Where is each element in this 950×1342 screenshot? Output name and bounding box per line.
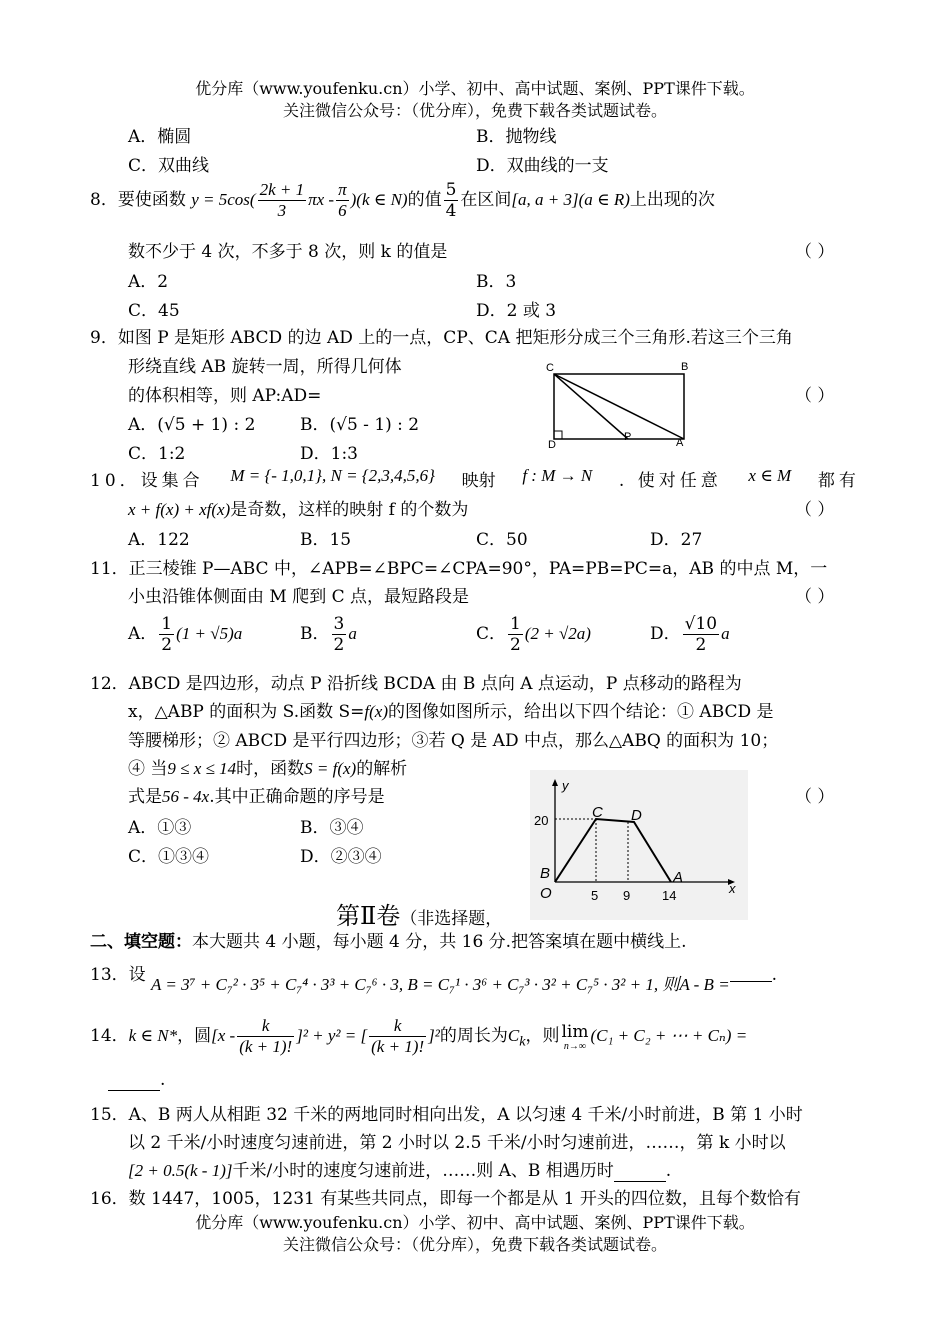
q11-d-tail: a: [721, 624, 730, 643]
question-12-line-1: 12．ABCD 是四边形，动点 P 沿折线 BCDA 由 B 点向 A 点运动，P 点移动的路程为: [90, 674, 742, 694]
q14-ck: C: [507, 1026, 520, 1045]
point-b-label: B: [540, 865, 551, 882]
label-p: P: [624, 431, 632, 443]
q9-answer-paren: （ ）: [795, 386, 835, 406]
q14-lim: lim: [561, 1021, 589, 1042]
q10-text-b: 映射: [461, 471, 496, 491]
q14-end: .: [160, 1070, 166, 1090]
q12-text-4b: 时，函数: [236, 759, 305, 779]
header-line-2: 关注微信公众号：（优分库），免费下载各类试题试卷。: [282, 101, 667, 120]
label-c: C: [546, 362, 554, 374]
q14-number: 14．: [90, 1026, 129, 1046]
q10-option-b: B．15: [300, 530, 352, 550]
q12-expression: 56 - 4x: [162, 787, 210, 806]
q8-number: 8．: [90, 190, 118, 210]
q11-option-d: [650, 614, 730, 655]
q11-c-den: 2: [510, 635, 521, 655]
q8-formula-mid: πx -: [308, 190, 335, 209]
q8-frac3-num: 5: [445, 180, 457, 200]
q10-text-d: 都有: [817, 471, 860, 491]
question-11-line-1: 11．正三棱锥 P—ABC 中，∠APB=∠BPC=∠CPA=90°，PA=PB=PC=a，AB 的中点 M，一: [90, 559, 828, 579]
x-tick-14: 14: [662, 888, 677, 903]
point-a-label: A: [673, 869, 684, 886]
q11-d-fraction: [683, 614, 719, 655]
q12-sfx: S = f(x): [304, 759, 357, 778]
q7-option-a: A．椭圆: [128, 127, 192, 147]
q8-frac2-den: 6: [338, 201, 347, 220]
question-12-line-3: 等腰梯形；② ABCD 是平行四边形；③若 Q 是 AD 中点，那么△ABQ 的面积为 10；: [128, 731, 779, 751]
q10-text-2: 是奇数，这样的映射 f 的个数为: [230, 500, 469, 520]
q7-option-b: B．抛物线: [476, 127, 557, 147]
q11-a-den: 2: [161, 635, 173, 655]
q12-option-d: D．②③④: [300, 847, 382, 867]
q11-c-fraction: [508, 614, 523, 655]
q11-b-num: 3: [333, 614, 345, 634]
q7-option-d: D．双曲线的一支: [476, 156, 609, 176]
q14-frac2-num: k: [369, 1016, 426, 1037]
point-c-label: C: [592, 804, 603, 821]
q12-text-5a: 式是: [128, 787, 162, 807]
part-2-heading: [336, 896, 502, 931]
q12-option-c: C．①③④: [128, 847, 210, 867]
q10-text-c: . 使对任意: [618, 471, 722, 491]
q14-text-2: 的周长为: [439, 1026, 508, 1046]
y-tick-20: 20: [534, 813, 549, 828]
q13-answer-blank[interactable]: [730, 981, 772, 982]
q12-text-2b: 的图像如图所示，给出以下四个结论：① ABCD 是: [388, 702, 774, 722]
question-9-line-2: 形绕直线 AB 旋转一周，所得几何体: [128, 357, 402, 377]
x-axis-label: x: [729, 881, 736, 896]
section-2-title: 二、填空题：: [90, 932, 192, 952]
q12-text-2a: x，△ABP 的面积为 S.函数 S=: [128, 702, 365, 722]
q15-text-3: 千米/小时的速度匀速前进，……则 A、B 相遇历时: [232, 1161, 614, 1181]
q10-text-a: 10．设集合: [90, 471, 204, 491]
q11-d-den: 2: [695, 635, 707, 655]
question-14-line-2: [108, 1070, 165, 1091]
section-2-heading: [90, 927, 687, 952]
q10-answer-paren: （ ）: [795, 500, 835, 520]
q14-frac2-den: (k + 1)!: [371, 1037, 425, 1056]
question-11-line-2: 小虫沿锥体侧面由 M 爬到 C 点，最短路段是: [128, 587, 470, 607]
q13-number: 13．设: [90, 965, 146, 985]
q8-fraction-2: [336, 180, 349, 221]
q11-option-b: [300, 614, 357, 655]
q11-d-num: √10: [684, 614, 718, 634]
q11-c-num: 1: [510, 614, 521, 634]
q14-circle-c: ]²: [428, 1026, 440, 1045]
question-12-line-4: [128, 754, 407, 779]
header-line-1: 优分库（www.youfenku.cn）小学、初中、高中试题、案例、PPT课件下载。: [195, 79, 755, 98]
q12-option-b: B．③④: [300, 818, 364, 838]
q12-answer-paren: （ ）: [795, 787, 835, 807]
segment-cp: [554, 374, 628, 439]
x-tick-9: 9: [623, 888, 631, 903]
q11-d-label: D．: [650, 624, 681, 644]
q11-a-fraction: [159, 614, 174, 655]
page-footer: [0, 1212, 950, 1256]
q11-option-a: [128, 614, 242, 655]
part-2-subtitle: （非选择题，: [400, 909, 503, 929]
q8-text-4: 上出现的次: [629, 190, 715, 210]
q14-answer-blank[interactable]: [108, 1070, 160, 1091]
q12-text-4c: 的解析: [356, 759, 408, 779]
q8-option-d: D．2 或 3: [476, 301, 557, 321]
q11-b-label: B．: [300, 624, 330, 644]
q10-option-a: A．122: [128, 530, 190, 550]
q10-cond: x ∈ M: [748, 466, 792, 485]
q10-option-d: D．27: [650, 530, 703, 550]
right-angle-mark: [554, 431, 562, 439]
q8-option-c: C．45: [128, 301, 180, 321]
q11-option-c: [476, 614, 591, 655]
question-14-line-1: [90, 1016, 747, 1057]
q8-frac1-num: 2k + 1: [259, 180, 305, 199]
segment-ca: [554, 374, 684, 439]
function-graph: [530, 770, 750, 922]
q11-b-fraction: [332, 614, 347, 655]
q14-k: k ∈ N*: [128, 1026, 178, 1045]
footer-line-1: 优分库（www.youfenku.cn）小学、初中、高中试题、案例、PPT课件下载。: [195, 1213, 755, 1232]
q13-end: .: [771, 965, 778, 985]
q11-a-num: 1: [161, 614, 173, 634]
q10-sets: M = {- 1,0,1}, N = {2,3,4,5,6}: [230, 466, 435, 485]
q8-frac3-den: 4: [445, 201, 457, 221]
q14-fraction-2: [369, 1016, 426, 1057]
q12-range: 9 ≤ x ≤ 14: [167, 759, 237, 778]
q11-a-tail: (1 + √5)a: [176, 624, 243, 643]
q11-b-den: 2: [333, 635, 345, 655]
q12-option-a: A．①③: [128, 818, 192, 838]
q9-option-d: D．1:3: [300, 444, 358, 464]
q8-answer-paren: （ ）: [795, 242, 835, 262]
q8-text: 要使函数: [117, 190, 186, 210]
q14-text-3: ，则: [525, 1026, 560, 1046]
q12-text-4a: ④ 当: [128, 759, 168, 779]
q14-circle-b: ]² + y² = [: [296, 1026, 368, 1045]
q12-text-5b: .其中正确命题的序号是: [209, 787, 385, 807]
q10-option-c: C．50: [476, 530, 528, 550]
question-15-line-2: 以 2 千米/小时速度匀速前进，第 2 小时以 2.5 千米/小时匀速前进，……，第 k 小时以: [128, 1133, 786, 1153]
q9-option-a: A．(√5 + 1) : 2: [128, 415, 256, 435]
q13-formula: A = 3⁷ + C₇² · 3⁵ + C₇⁴ · 3³ + C₇⁶ · 3, B = C₇¹ · 3⁶ + C₇³ · 3² + C₇⁵ · 3² + 1, 则A - B =: [151, 975, 730, 994]
q8-formula: y = 5cos(: [191, 190, 256, 209]
label-a: A: [676, 437, 684, 449]
question-12-line-5: [128, 782, 385, 807]
question-16-line-1: 16．数 1447，1005，1231 有某些共同点，即每一个都是从 1 开头的四位数，且每个数恰有: [90, 1189, 801, 1209]
label-d: D: [548, 439, 556, 450]
q14-frac1-num: k: [237, 1016, 294, 1037]
x-tick-5: 5: [591, 888, 599, 903]
q8-frac2-num: π: [338, 180, 347, 199]
q8-option-a: A．2: [128, 272, 169, 292]
q8-interval: [a, a + 3](a ∈ R): [511, 190, 630, 209]
question-12-line-2: [128, 697, 774, 722]
section-2-instructions: 本大题共 4 小题，每小题 4 分，共 16 分.把答案填在题中横线上.: [192, 932, 687, 952]
q14-lim-sub: n→∞: [563, 1040, 587, 1052]
q7-option-c: C．双曲线: [128, 156, 210, 176]
q11-b-tail: a: [348, 624, 357, 643]
q8-fraction-3: [444, 180, 459, 221]
origin-label: O: [540, 885, 552, 902]
q11-a-label: A．: [128, 624, 158, 644]
q11-c-tail: (2 + √2a): [524, 624, 591, 643]
footer-line-2: 关注微信公众号：（优分库），免费下载各类试题试卷。: [282, 1235, 667, 1254]
page-header: [0, 78, 950, 122]
q15-end: .: [665, 1161, 672, 1181]
question-15-line-3: [128, 1156, 671, 1182]
q8-text-3: 在区间: [460, 190, 512, 210]
q8-frac1-den: 3: [277, 201, 287, 220]
q8-fraction-1: [258, 180, 307, 221]
q14-ck-sub: k: [519, 1033, 526, 1050]
q14-fraction-1: [237, 1016, 294, 1057]
q14-circle-a: [x -: [211, 1026, 236, 1045]
q14-text-1: ，圆: [177, 1026, 212, 1046]
q15-speed-formula: [2 + 0.5(k - 1)]: [128, 1161, 233, 1180]
question-9-line-3: 的体积相等，则 AP:AD=: [128, 386, 322, 406]
question-15-line-1: 15．A、B 两人从相距 32 千米的两地同时相向出发，A 以匀速 4 千米/小时前进，B 第 1 小时: [90, 1105, 803, 1125]
question-9-line-1: 9．如图 P 是矩形 ABCD 的边 AD 上的一点，CP、CA 把矩形分成三个三角形.若这三个三角: [90, 328, 793, 348]
q11-c-label: C．: [476, 624, 507, 644]
part-2-title: 第Ⅱ卷: [336, 902, 401, 930]
q8-option-b: B．3: [476, 272, 517, 292]
q10-map: f : M → N: [522, 466, 593, 485]
q14-limit: [562, 1022, 589, 1052]
q12-fx: f(x): [364, 702, 389, 721]
rectangle-figure: [540, 358, 700, 450]
question-8-line-1: [90, 180, 715, 221]
q8-formula-tail: )(k ∈ N): [350, 190, 408, 209]
q9-option-c: C．1:2: [128, 444, 186, 464]
question-10-line-2: [128, 495, 468, 520]
q14-frac1-den: (k + 1)!: [239, 1037, 293, 1056]
question-8-line-2: 数不少于 4 次，不多于 8 次，则 k 的值是: [128, 242, 448, 262]
q10-expression: x + f(x) + xf(x): [128, 500, 231, 519]
q11-answer-paren: （ ）: [795, 587, 835, 607]
q9-option-b: B．(√5 - 1) : 2: [300, 415, 420, 435]
q8-text-2: 的值: [407, 190, 442, 210]
y-axis-label: y: [562, 778, 569, 793]
q15-answer-blank[interactable]: [614, 1161, 666, 1182]
point-d-label: D: [631, 807, 642, 824]
question-10-line-1: [90, 466, 860, 491]
label-b: B: [681, 361, 689, 373]
question-13: [90, 960, 778, 994]
q14-limit-expr: (C₁ + C₂ + ⋯ + Cₙ) =: [590, 1026, 748, 1045]
